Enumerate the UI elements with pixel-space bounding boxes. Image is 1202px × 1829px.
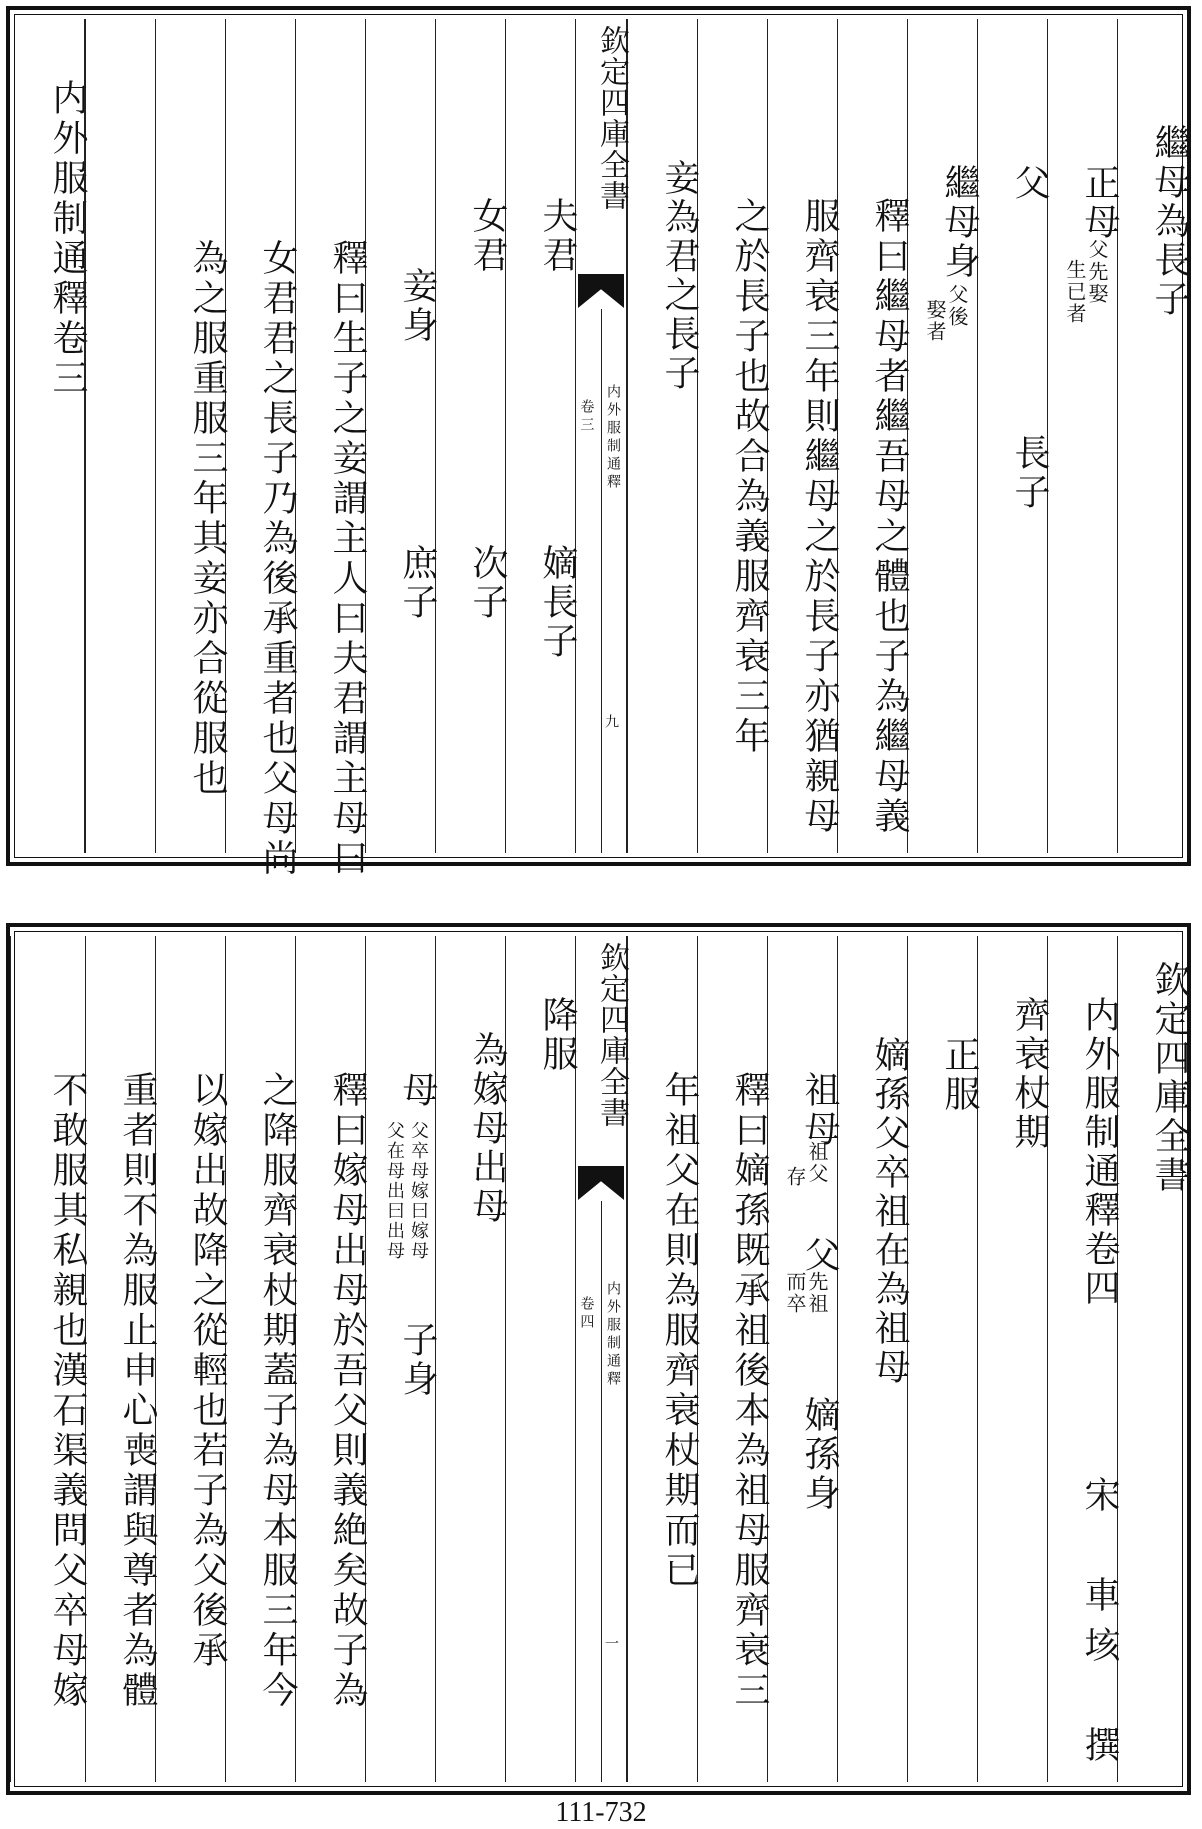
top-gutter: [575, 19, 627, 853]
annotation: 父卒母嫁曰嫁母: [408, 1121, 429, 1261]
column-text: 之於長子也故合為義服齊衰三年: [729, 197, 770, 757]
bottom-page: [6, 923, 1191, 1795]
section-heading: 齊衰杖期: [1009, 996, 1050, 1152]
bottom-col-l5: [225, 936, 298, 1782]
column-text: 為之服重服三年其妾亦合從服也: [187, 239, 228, 799]
column-text: 女君: [467, 197, 508, 275]
top-col-r8: [627, 19, 700, 853]
top-col-l7: [85, 19, 155, 853]
bottom-col-l6: [155, 936, 228, 1782]
column-text: 嫡孫父卒祖在為祖母: [869, 1036, 910, 1387]
gutter-volume: 卷四: [578, 1296, 595, 1332]
top-page: [6, 6, 1191, 879]
top-col-r3: [977, 19, 1050, 853]
column-text: 長子: [1009, 434, 1050, 512]
top-col-r2: [1047, 19, 1120, 853]
top-col-r1: [1117, 19, 1190, 853]
bottom-col-l2: [435, 936, 508, 1782]
bottom-col-l3: [365, 936, 438, 1782]
column-text: 繼母身: [939, 164, 980, 281]
column-text: 次子: [467, 544, 508, 622]
gutter-page-number: 一: [603, 1636, 619, 1654]
column-text: 為嫁母出母: [467, 1031, 508, 1226]
gutter-book-title: 内外服制通釋: [605, 384, 621, 492]
annotation: 生已者: [1063, 259, 1087, 325]
bottom-col-r2: [1047, 936, 1120, 1782]
column-text: 嫡長子: [537, 544, 578, 661]
top-col-l1: [505, 19, 578, 853]
column-text: 正母: [1079, 164, 1120, 242]
annotation: 娶者: [923, 299, 947, 343]
top-col-l2: [435, 19, 508, 853]
bottom-col-r4: [907, 936, 980, 1782]
column-text: 妾身: [397, 267, 438, 345]
fishtail-ornament: [578, 274, 624, 308]
annotation: 先祖: [805, 1271, 829, 1315]
column-text: 母: [397, 1071, 438, 1110]
bottom-col-l4: [295, 936, 368, 1782]
top-col-r7: [697, 19, 770, 853]
bottom-col-l1: [505, 936, 578, 1782]
column-text: 年祖父在則為服齊衰杖期而已: [659, 1071, 700, 1591]
column-text: 服齊衰三年則繼母之於長子亦猶親母: [799, 197, 840, 837]
column-text: 之降服齊衰杖期蓋子為母本服三年今: [257, 1071, 298, 1711]
annotation: 祖父: [805, 1141, 829, 1185]
top-col-l4: [295, 19, 368, 879]
bottom-col-l8: [10, 936, 88, 1782]
chapter-heading: 繼母為長子: [1149, 124, 1190, 319]
column-text: 子身: [397, 1321, 438, 1399]
author-line: 宋 車垓 撰: [1079, 1476, 1120, 1776]
column-text: 父: [1009, 164, 1050, 203]
bottom-gutter: [575, 936, 627, 1782]
section-heading: 降服: [537, 996, 578, 1074]
bottom-col-r1: [1117, 936, 1190, 1782]
column-text: 釋曰繼母者繼吾母之體也子為繼母義: [869, 197, 910, 837]
annotation: 而卒: [783, 1271, 807, 1315]
annotation: 父在母出曰出母: [384, 1121, 405, 1261]
annotation: 父後: [945, 284, 969, 328]
section-heading: 正服: [939, 1036, 980, 1114]
column-text: 嫡孫身: [799, 1396, 840, 1513]
top-col-l5: [225, 19, 298, 879]
bottom-col-l7: [85, 936, 158, 1782]
column-text: 釋曰嫡孫既承祖後本為祖母服齊衰三: [729, 1071, 770, 1711]
fishtail-ornament: [578, 1166, 624, 1200]
column-text: 夫君: [537, 197, 578, 275]
column-text: 女君君之長子乃為後承重者也父母尚: [257, 239, 298, 879]
annotation: 存: [783, 1166, 807, 1188]
top-col-divider: [84, 19, 85, 853]
column-text: 父: [799, 1236, 840, 1275]
bottom-col-r7: [697, 936, 770, 1782]
column-text: 重者則不為服止申心喪謂與尊者為體: [117, 1071, 158, 1711]
column-text: 以嫁出故降之從輕也若子為父後承: [187, 1071, 228, 1671]
top-col-l3: [365, 19, 438, 853]
bottom-col-r6: [767, 936, 840, 1782]
volume-end-title: 内外服制通釋卷三: [47, 79, 88, 399]
column-text: 妾為君之長子: [659, 159, 700, 393]
gutter-title: 欽定四庫全書: [594, 942, 629, 1128]
top-col-r5: [837, 19, 910, 853]
gutter-rule: [601, 309, 602, 853]
gutter-book-title: 内外服制通釋: [605, 1281, 621, 1389]
bottom-col-r3: [977, 936, 1050, 1782]
top-col-l6: [155, 19, 228, 853]
gutter-rule: [601, 1201, 602, 1782]
top-col-r6: [767, 19, 840, 853]
annotation: 父先娶: [1085, 239, 1109, 305]
top-col-l8: [10, 19, 88, 853]
column-text: 庶子: [397, 544, 438, 622]
column-text: 祖母: [799, 1071, 840, 1149]
column-text: 釋曰生子之妾謂主人曰夫君謂主母曰: [327, 239, 368, 879]
page-number-footer: 111-732: [555, 1797, 647, 1828]
gutter-page-number: 九: [603, 714, 619, 732]
collection-title: 欽定四庫全書: [1149, 961, 1190, 1195]
bottom-col-r5: [837, 936, 910, 1782]
bottom-col-r8: [627, 936, 700, 1782]
volume-title: 内外服制通釋卷四: [1079, 996, 1120, 1308]
top-col-r4: [907, 19, 980, 853]
column-text: 不敢服其私親也漢石渠義問父卒母嫁: [47, 1071, 88, 1711]
column-text: 釋曰嫁母出母於吾父則義絶矣故子為: [327, 1071, 368, 1711]
gutter-volume: 卷三: [578, 399, 595, 435]
gutter-title: 欽定四庫全書: [594, 25, 629, 211]
